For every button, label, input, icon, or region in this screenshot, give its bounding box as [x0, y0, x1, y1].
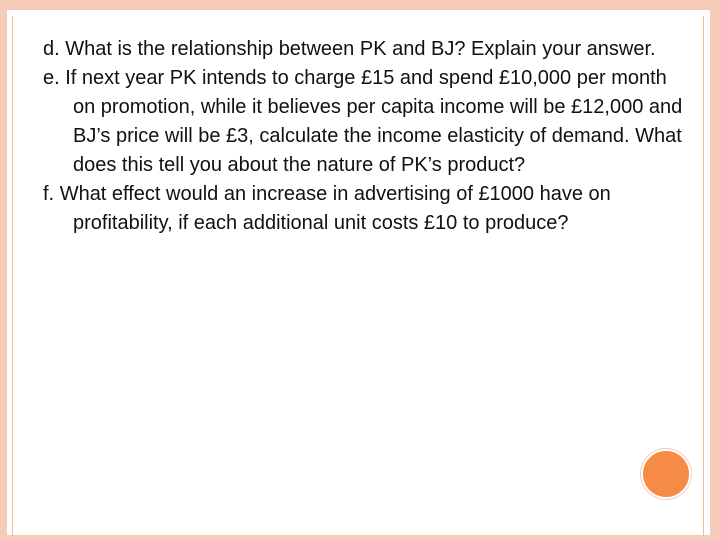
question-e [43, 64, 693, 180]
left-frame-line [12, 16, 13, 536]
question-f-text: What effect would an increase in advertising of £1000 have on profitability, if each additional unit costs £10 to produce? [59, 183, 611, 234]
right-frame-line [703, 16, 704, 536]
question-d-text: What is the relationship between PK and BJ? Explain your answer. [65, 38, 656, 60]
question-e-label: e. [43, 67, 60, 89]
question-f [43, 180, 693, 238]
question-f-label: f. [43, 183, 55, 205]
question-d-label: d. [43, 38, 60, 60]
question-e-text: If next year PK intends to charge £15 and spend £10,000 per month on promotion, while it believes per capita income will be £12,000 and BJ’s price will be £3, calculate the income elasticity of demand. What does this tell you about the nature of PK’s product? [65, 67, 683, 176]
orange-circle-decoration [641, 449, 691, 499]
question-list [43, 35, 693, 238]
question-d [43, 35, 693, 64]
